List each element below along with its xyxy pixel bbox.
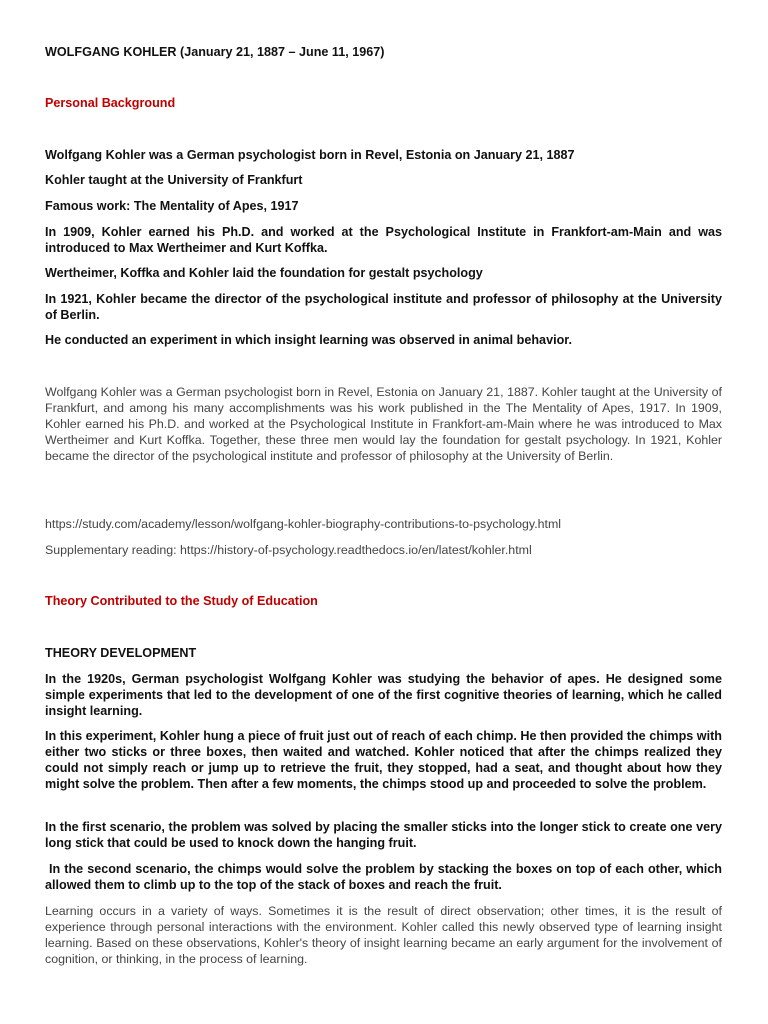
theory-paragraph: In the second scenario, the chimps would solve the problem by stacking the boxes on top of each other, which allowed them to climb up to the top of the stack of boxes and reach the fruit. xyxy=(45,862,722,892)
subheading-theory-development: THEORY DEVELOPMENT xyxy=(45,646,197,660)
section-heading-theory: Theory Contributed to the Study of Education xyxy=(45,594,318,608)
supplementary-reading: Supplementary reading: https://history-of-psychology.readthedocs.io/en/latest/kohler.html xyxy=(45,543,532,557)
bio-line: Kohler taught at the University of Frankfurt xyxy=(45,173,303,187)
section-heading-personal-background: Personal Background xyxy=(45,96,176,110)
bio-line: Wolfgang Kohler was a German psychologist born in Revel, Estonia on January 21, 1887 xyxy=(45,148,575,162)
bio-line: In 1921, Kohler became the director of the psychological institute and professor of philosophy at the University of Berlin. xyxy=(45,292,722,322)
source-url: https://study.com/academy/lesson/wolfgang-kohler-biography-contributions-to-psychology.html xyxy=(45,517,562,531)
theory-paragraph: In this experiment, Kohler hung a piece of fruit just out of reach of each chimp. He then provided the chimps with either two sticks or three boxes, then waited and watched. Kohler noticed that after the chimps realized they could not simply reach or jump up to retrieve the fruit, they stopped, had a seat, and thought about how they might solve the problem. Then after a few moments, the chimps stood up and proceeded to solve the problem. xyxy=(45,729,722,791)
document-title: WOLFGANG KOHLER (January 21, 1887 – June 11, 1967) xyxy=(45,45,385,59)
bio-line: Famous work: The Mentality of Apes, 1917 xyxy=(45,199,299,213)
bio-line: In 1909, Kohler earned his Ph.D. and worked at the Psychological Institute in Frankfort-am-Main and was introduced to Max Wertheimer and Kurt Koffka. xyxy=(45,225,722,255)
bio-line: Wertheimer, Koffka and Kohler laid the foundation for gestalt psychology xyxy=(45,266,483,280)
bio-line: He conducted an experiment in which insight learning was observed in animal behavior. xyxy=(45,333,572,347)
theory-paragraph: In the 1920s, German psychologist Wolfgang Kohler was studying the behavior of apes. He designed some simple experiments that led to the development of one of the first cognitive theories of learning, which he called insight learning. xyxy=(45,672,722,718)
theory-paragraph: In the first scenario, the problem was solved by placing the smaller sticks into the longer stick to create one very long stick that could be used to knock down the hanging fruit. xyxy=(45,820,722,850)
bio-summary-paragraph: Wolfgang Kohler was a German psychologist born in Revel, Estonia on January 21, 1887. Kohler taught at the University of Frankfurt, and among his many accomplishments was his work published in the The Mentality of Apes, 1917. In 1909, Kohler earned his Ph.D. and worked at the Psychological Institute in Frankfort-am-Main where he was introduced to Max Wertheimer and Kurt Koffka. Together, these three men would lay the foundation for gestalt psychology. In 1921, Kohler became the director of the psychological institute and professor of philosophy at the University of Berlin. xyxy=(45,385,722,463)
closing-paragraph: Learning occurs in a variety of ways. Sometimes it is the result of direct observation; other times, it is the result of experience through personal interactions with the environment. Kohler called this newly observed type of learning insight learning. Based on these observations, Kohler's theory of insight learning became an early argument for the involvement of cognition, or thinking, in the process of learning. xyxy=(45,904,722,966)
